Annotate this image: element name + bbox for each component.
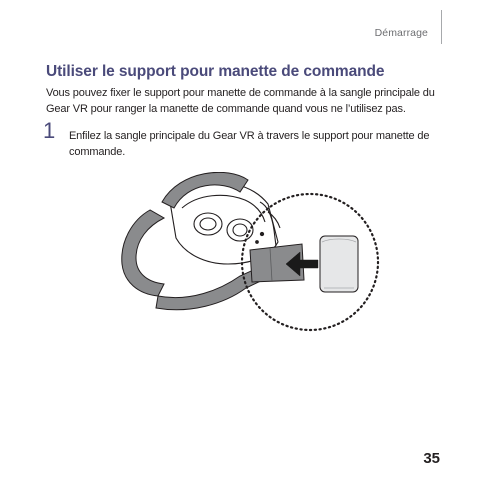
gear-vr-strap-illustration (110, 172, 390, 342)
page-number: 35 (423, 450, 440, 467)
section-title: Utiliser le support pour manette de commande (46, 63, 385, 80)
step-text: Enfilez la sangle principale du Gear VR à travers le support pour manette de commande. (69, 130, 430, 158)
header-divider (441, 10, 442, 44)
controller-holder (320, 236, 358, 292)
section-header: Démarrage (374, 27, 428, 39)
step-number: 1 (43, 118, 56, 143)
intro-paragraph: Vous pouvez fixer le support pour manette de commande à la sangle principale du Gear VR pour ranger la manette de commande quand vous ne l’utilisez pas. (46, 87, 435, 115)
main-strap-left (122, 210, 164, 296)
